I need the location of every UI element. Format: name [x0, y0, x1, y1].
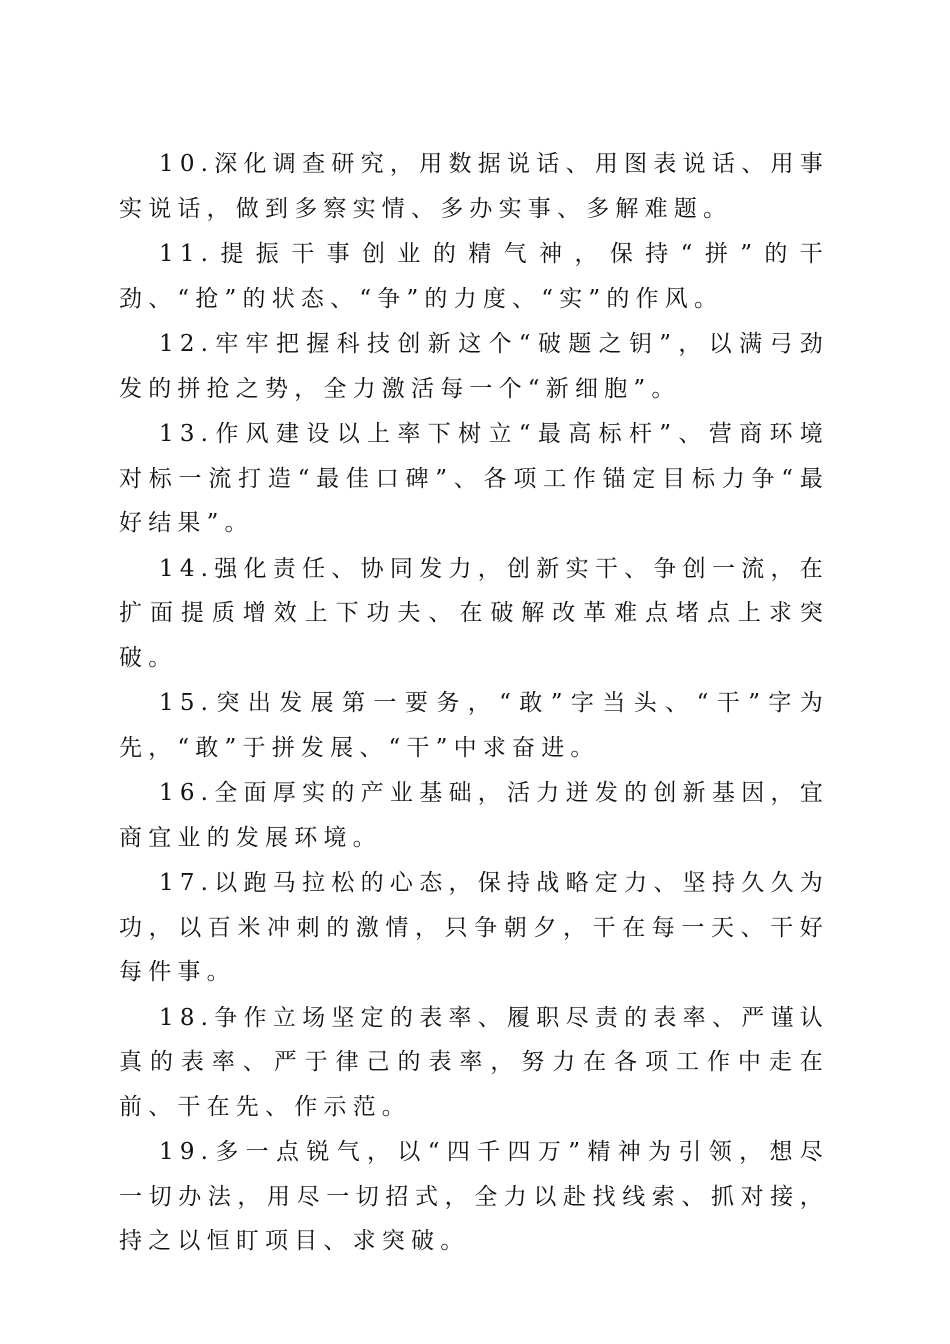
paragraph-15: 15.突出发展第一要务，“敢”字当头、“干”字为先，“敢”于拼发展、“干”中求奋进。 [119, 690, 829, 761]
paragraph-11: 11.提振干事创业的精气神，保持“拼”的干劲、“抢”的状态、“争”的力度、“实”的作风。 [119, 241, 829, 312]
paragraph-10: 10.深化调查研究，用数据说话、用图表说话、用事实说话，做到多察实情、多办实事、多解难题。 [119, 151, 829, 222]
paragraph-13: 13.作风建设以上率下树立“最高标杆”、营商环境对标一流打造“最佳口碑”、各项工作锚定目标力争“最好结果”。 [119, 421, 829, 536]
paragraph-16: 16.全面厚实的产业基础，活力迸发的创新基因，宜商宜业的发展环境。 [119, 780, 829, 851]
paragraph-14: 14.强化责任、协同发力，创新实干、争创一流，在扩面提质增效上下功夫、在破解改革难点堵点上求突破。 [119, 555, 829, 671]
paragraph-18: 18.争作立场坚定的表率、履职尽责的表率、严谨认真的表率、严于律己的表率，努力在各项工作中走在前、干在先、作示范。 [119, 1004, 829, 1120]
paragraph-12: 12.牢牢把握科技创新这个“破题之钥”，以满弓劲发的拼抢之势，全力激活每一个“新细胞”。 [119, 331, 829, 402]
document-body [119, 142, 829, 1265]
paragraph-19: 19.多一点锐气，以“四千四万”精神为引领，想尽一切办法，用尽一切招式，全力以赴找线索、抓对接，持之以恒盯项目、求突破。 [119, 1139, 829, 1254]
paragraph-17: 17.以跑马拉松的心态，保持战略定力、坚持久久为功，以百米冲刺的激情，只争朝夕，干在每一天、干好每件事。 [119, 870, 829, 985]
